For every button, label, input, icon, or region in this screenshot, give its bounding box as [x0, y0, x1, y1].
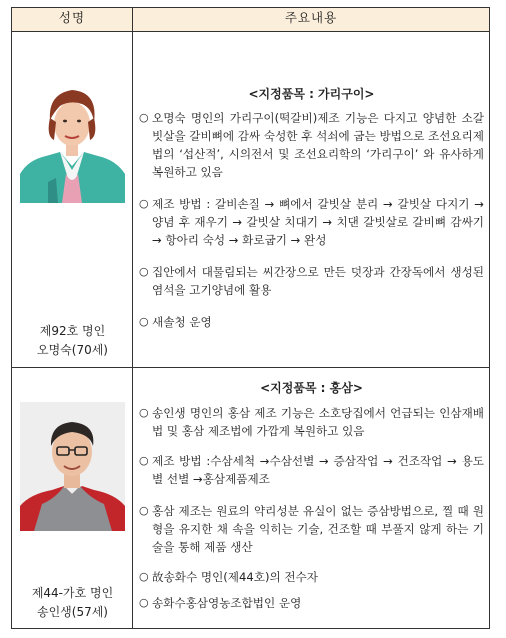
bullet-text: 송화수홍삼영농조합법인 운영 — [152, 596, 302, 610]
bullet-item — [139, 404, 484, 440]
bullet-item — [139, 313, 484, 331]
designated-item-title-2: <지정품목 : 홍삼> — [260, 381, 363, 395]
portrait-photo-1 — [20, 74, 125, 203]
header-content-cell: 주요내용 — [133, 8, 490, 32]
content-cell-1 — [133, 32, 490, 368]
master-cell-2 — [12, 368, 133, 629]
portrait-photo-2 — [20, 402, 125, 531]
master-name-age-2: 송인생(57세) — [36, 605, 108, 619]
bullet-item — [139, 594, 484, 612]
content-cell-2 — [133, 368, 490, 629]
bullet-circle-icon: ○ — [139, 454, 149, 467]
bullet-text: 제조 방법 : 갈비손질 → 뼈에서 갈빗살 분리 → 갈빗살 다지기 → 양념 후 재우기 → 갈빗살 치대기 → 치댄 갈빗살로 갈비뼈 감싸기 → 항아리 숙성 → 화로굽기 → 완성 — [152, 197, 484, 247]
bullet-item — [139, 263, 484, 299]
bullet-item — [139, 195, 484, 249]
bullet-text: 오명숙 명인의 가리구이(떡갈비)제조 기능은 다지고 양념한 소갈빗살을 갈비뼈에 감싸 숙성한 후 석쇠에 굽는 방법으로 조선요리제법의 ‘섭산적’, 시의전서 및 조선요리학의 ‘가리구이’ 와 유사하게 복원하고 있음 — [152, 111, 484, 179]
designated-item-title-1: <지정품목 : 가리구이> — [248, 87, 375, 101]
bullet-text: 홍삼 제조는 원료의 약리성분 유실이 없는 증삼방법으로, 찔 때 원형을 유지한 채 속을 익히는 기술, 건조할 때 부풀지 않게 하는 기술을 통해 제품 생산 — [152, 504, 484, 554]
bullet-circle-icon: ○ — [139, 315, 149, 328]
bullet-text: 집안에서 대물림되는 씨간장으로 만든 덧장과 간장독에서 생성된 염석을 고기양념에 활용 — [152, 265, 484, 297]
bullet-text: 새솔청 운영 — [152, 315, 212, 329]
master-list-table — [11, 7, 490, 629]
bullet-circle-icon: ○ — [139, 265, 149, 278]
bullet-circle-icon: ○ — [139, 596, 149, 609]
master-title-2: 제44-가호 명인 — [31, 586, 114, 600]
bullet-item — [139, 502, 484, 556]
bullet-item — [139, 452, 484, 488]
master-title-1: 제92호 명인 — [39, 324, 106, 338]
bullet-text: 송인생 명인의 홍삼 제조 기능은 소호당집에서 언급되는 인삼재배법 및 홍삼 제조법에 가깝게 복원하고 있음 — [152, 406, 484, 438]
bullet-text: 故송화수 명인(제44호)의 전수자 — [152, 570, 318, 584]
bullet-circle-icon: ○ — [139, 406, 149, 419]
header-name-cell: 성명 — [12, 8, 133, 32]
bullet-item — [139, 568, 484, 586]
bullet-item — [139, 109, 484, 181]
master-cell-1 — [12, 32, 133, 368]
master-name-age-1: 오명숙(70세) — [36, 343, 108, 357]
bullet-circle-icon: ○ — [139, 570, 149, 583]
bullet-circle-icon: ○ — [139, 197, 149, 210]
bullet-circle-icon: ○ — [139, 111, 149, 124]
bullet-text: 제조 방법 :수삼세척 →수삼선별 → 증삼작업 → 건조작업 → 용도별 선별 →홍삼제품제조 — [152, 454, 484, 486]
bullet-circle-icon: ○ — [139, 504, 149, 517]
